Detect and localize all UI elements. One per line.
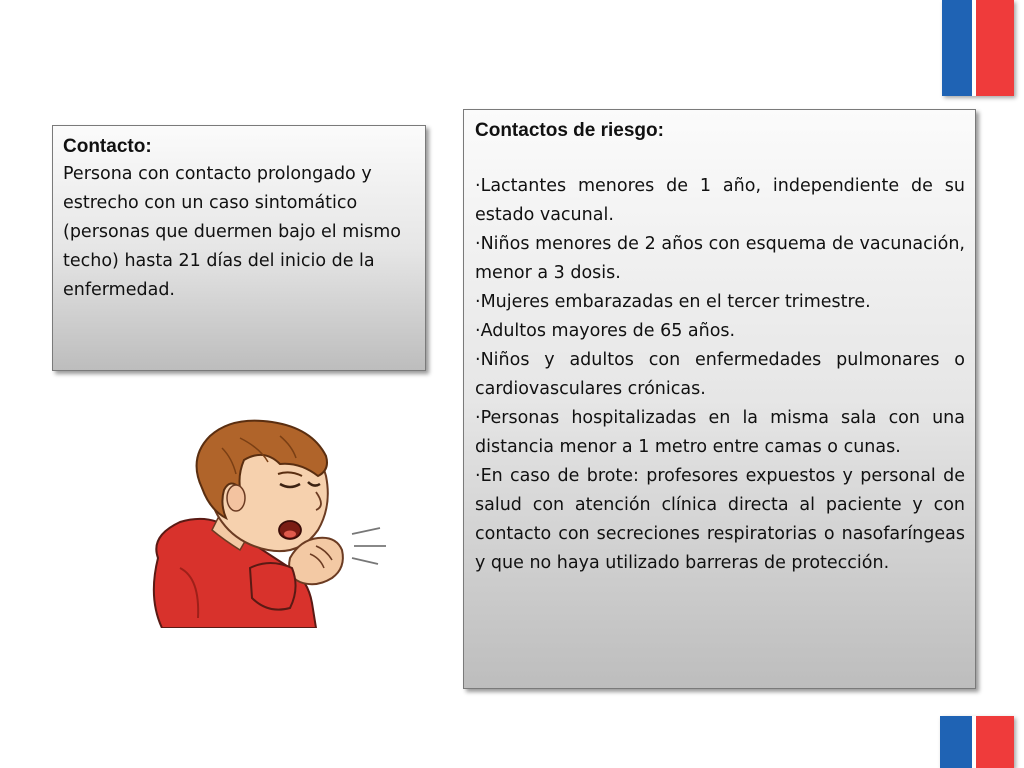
flag-decoration-bottom: [940, 716, 1014, 768]
contactos-riesgo-box: [463, 109, 976, 689]
list-item: ·Lactantes menores de 1 año, independiente de su estado vacunal.: [475, 176, 965, 225]
contacto-text: Persona con contacto prolongado y estrecho con un caso sintomático (personas que duermen bajo el mismo techo) hasta 21 días del inicio de la enfermedad.: [63, 164, 402, 300]
list-item: ·Mujeres embarazadas en el tercer trimestre.: [475, 292, 871, 312]
flag-red-stripe: [976, 0, 1014, 96]
flag-red-stripe: [976, 716, 1014, 768]
contactos-riesgo-title: Contactos de riesgo:: [475, 120, 664, 141]
flag-blue-stripe: [940, 716, 972, 768]
flag-blue-stripe: [942, 0, 972, 96]
coughing-boy-illustration: [140, 418, 405, 628]
list-item: ·En caso de brote: profesores expuestos y personal de salud con atención clínica directa al paciente y con contacto con secreciones respiratorias o nasofaríngeas y que no haya utilizado barreras de protección.: [475, 466, 965, 573]
list-item: ·Niños menores de 2 años con esquema de vacunación, menor a 3 dosis.: [475, 234, 965, 283]
list-item: ·Personas hospitalizadas en la misma sala con una distancia menor a 1 metro entre camas o cunas.: [475, 408, 965, 457]
list-item: ·Niños y adultos con enfermedades pulmonares o cardiovasculares crónicas.: [475, 350, 965, 399]
contactos-riesgo-list: [475, 172, 965, 578]
contacto-title: Contacto:: [63, 136, 152, 157]
flag-decoration-top: [942, 0, 1014, 96]
contacto-box: [52, 125, 426, 371]
list-item: ·Adultos mayores de 65 años.: [475, 321, 736, 341]
